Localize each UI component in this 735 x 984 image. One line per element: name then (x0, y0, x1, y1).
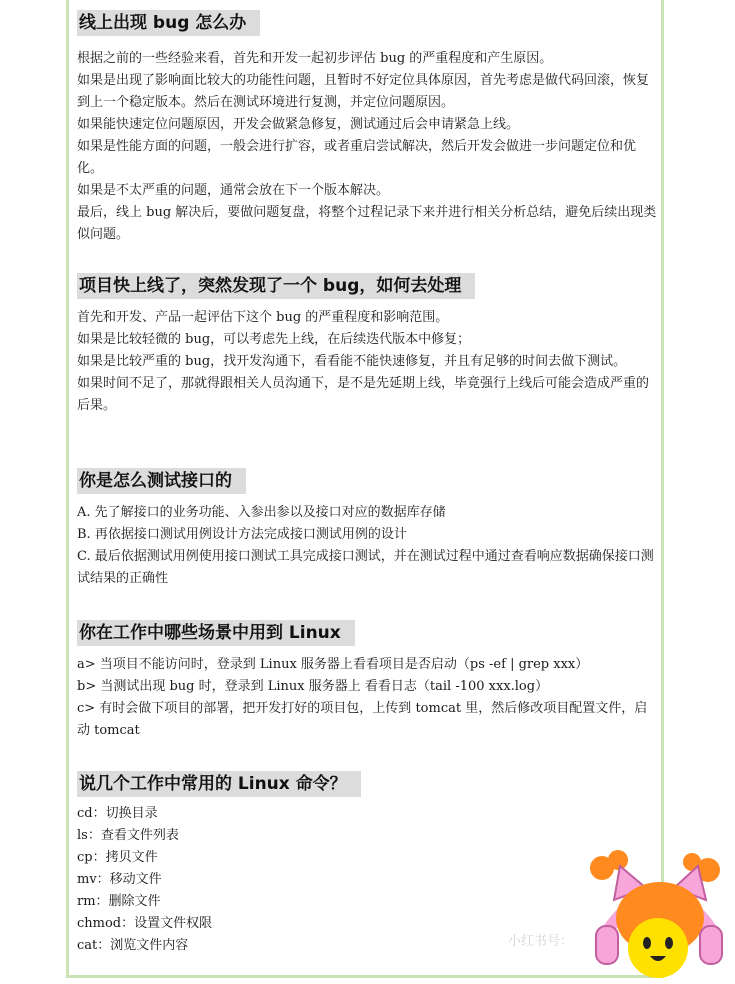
paragraph: 如果是性能方面的问题，一般会进行扩容，或者重启尝试解决，然后开发会做进一步问题定位和优化。 (77, 139, 637, 176)
paragraph: 根据之前的一些经验来看，首先和开发一起初步评估 bug 的严重程度和产生原因。 (77, 51, 553, 66)
list-item: ls：查看文件列表 (77, 828, 179, 843)
paragraph: 如果是比较轻微的 bug，可以考虑先上线，在后续迭代版本中修复； (77, 332, 471, 347)
section-content (77, 48, 659, 246)
section-prelaunch-bug (77, 273, 659, 417)
section-linux-scenarios (77, 620, 659, 742)
paragraph: a> 当项目不能访问时，登录到 Linux 服务器上看看项目是否启动（ps -ef | grep xxx） (77, 657, 589, 672)
paragraph: 如果是不太严重的问题，通常会放在下一个版本解决。 (77, 183, 390, 198)
section-heading: 线上出现 bug 怎么办 (77, 10, 260, 36)
section-heading: 说几个工作中常用的 Linux 命令？ (77, 771, 361, 797)
paragraph: 首先和开发、产品一起评估下这个 bug 的严重程度和影响范围。 (77, 310, 449, 325)
paragraph: A. 先了解接口的业务功能、入参出参以及接口对应的数据库存储 (77, 505, 446, 520)
list-item: cat：浏览文件内容 (77, 938, 189, 953)
section-content (77, 307, 659, 417)
paragraph: 如果是出现了影响面比较大的功能性问题，且暂时不好定位具体原因，首先考虑是做代码回滚，恢复到上一个稳定版本。然后在测试环境进行复测，并定位问题原因。 (77, 73, 650, 110)
list-item: cd：切换目录 (77, 806, 158, 821)
cartoon-headphones-character-icon (590, 848, 730, 980)
paragraph: C. 最后依据测试用例使用接口测试工具完成接口测试，并在测试过程中通过查看响应数据确保接口测试结果的正确性 (77, 549, 654, 586)
watermark-text: 小红书号： (508, 934, 574, 949)
list-item: cp：拷贝文件 (77, 850, 158, 865)
section-heading: 你是怎么测试接口的 (77, 468, 246, 494)
paragraph: b> 当测试出现 bug 时，登录到 Linux 服务器上 看看日志（tail -100 xxx.log） (77, 679, 549, 694)
section-content (77, 502, 659, 590)
paragraph: 如果时间不足了，那就得跟相关人员沟通下，是不是先延期上线，毕竟强行上线后可能会造成严重的后果。 (77, 376, 650, 413)
paragraph: c> 有时会做下项目的部署，把开发打好的项目包，上传到 tomcat 里，然后修改项目配置文件，启动 tomcat (77, 701, 648, 738)
paragraph: 最后，线上 bug 解决后，要做问题复盘，将整个过程记录下来并进行相关分析总结，避免后续出现类似问题。 (77, 205, 657, 242)
paragraph: 如果是比较严重的 bug，找开发沟通下，看看能不能快速修复，并且有足够的时间去做下测试。 (77, 354, 627, 369)
list-item: chmod：设置文件权限 (77, 916, 213, 931)
section-online-bug (77, 10, 659, 246)
paragraph: 如果能快速定位问题原因，开发会做紧急修复，测试通过后会申请紧急上线。 (77, 117, 520, 132)
list-item: rm：删除文件 (77, 894, 161, 909)
section-api-testing (77, 468, 659, 590)
list-item: mv：移动文件 (77, 872, 162, 887)
paragraph: B. 再依据接口测试用例设计方法完成接口测试用例的设计 (77, 527, 407, 542)
section-heading: 你在工作中哪些场景中用到 Linux (77, 620, 355, 646)
section-heading: 项目快上线了，突然发现了一个 bug，如何去处理 (77, 273, 475, 299)
section-content (77, 654, 659, 742)
